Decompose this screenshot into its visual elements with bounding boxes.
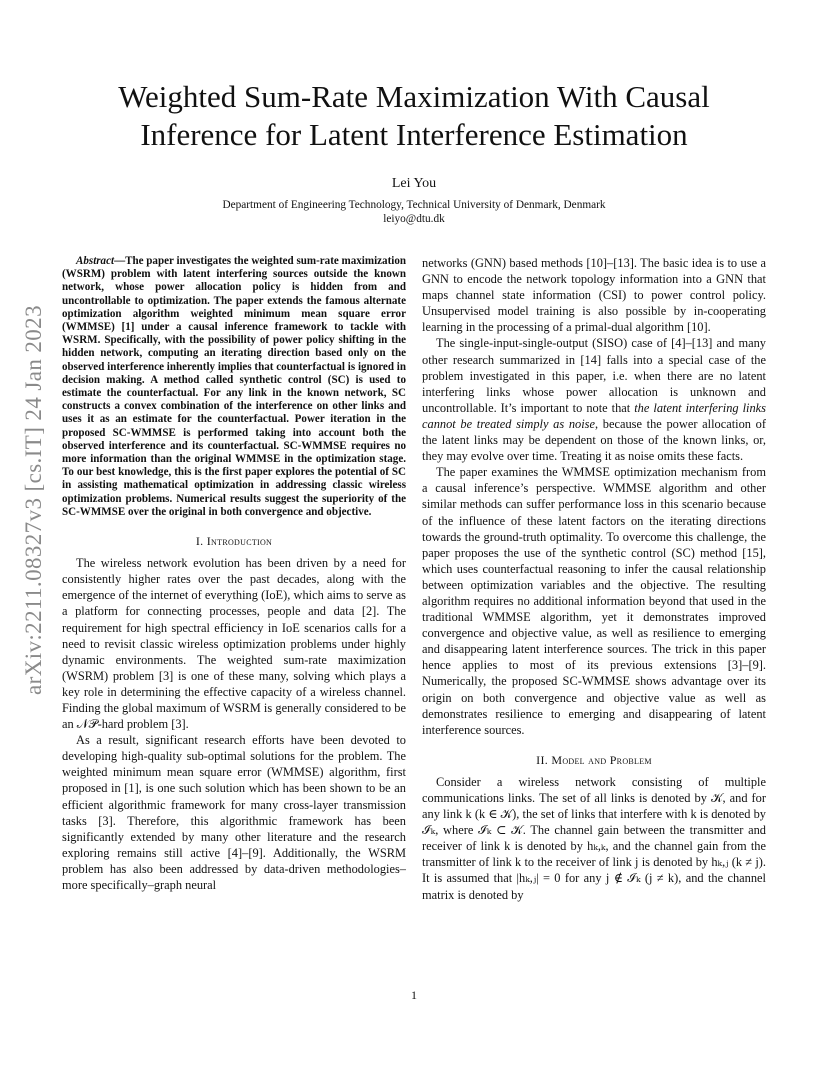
author-email: leiyo@dtu.dk bbox=[383, 213, 445, 225]
title-line-2: Inference for Latent Interference Estimation bbox=[140, 117, 688, 152]
left-column bbox=[62, 255, 406, 893]
intro-paragraph-4: The paper examines the WMMSE optimization mechanism from a causal inference’s perspective. WMMSE algorithm and other similar methods can suffer performance loss in this scenario because of the influence of these latent factors on the iterating directions towards the ground-truth optimality. To overcome this challenge, the paper proposes the use of the synthetic control (SC) method [15], which uses counterfactual reasoning to infer the causal relationship between optimization variables and the objective. The resulting algorithm requires no additional information beyond that used in the traditional WMMSE algorithm, yet it demonstrates improved convergence and objective value, as well as resilience to emerging and disappearing latent interference sources. The trick in this paper hence applies to most of its previous extensions [3]–[9]. Numerically, the proposed SC-WMMSE shows advantage over its origin on both convergence and objective value as well as demonstrates resilience to emerging and disappearing of latent interference sources. bbox=[422, 465, 766, 737]
section-heading-introduction bbox=[62, 533, 406, 549]
right-column bbox=[422, 255, 766, 903]
model-paragraph-1: Consider a wireless network consisting of multiple communications links. The set of all links is denoted by 𝒦, and for any link k (k ∈ 𝒦), the set of links that interfere with k is denoted by ℐₖ, where ℐₖ ⊂ 𝒦. The channel gain between the transmitter and receiver of link k is denoted by hₖ,ₖ, and the channel gain from the transmitter of link k to the receiver of link j is denoted by hₖ,ⱼ (k ≠ j). It is assumed that |hₖ,ⱼ| = 0 for any j ∉ ℐₖ (j ≠ k), and the channel matrix is denoted by bbox=[422, 774, 766, 902]
intro-paragraph-3 bbox=[422, 335, 766, 464]
section-heading-model bbox=[422, 752, 766, 768]
section-number: I. bbox=[195, 534, 204, 549]
section-title: Introduction bbox=[206, 534, 273, 549]
author-name: Lei You bbox=[391, 176, 437, 191]
abstract bbox=[62, 255, 406, 519]
abstract-label: Abstract bbox=[76, 255, 115, 267]
title-line-1: Weighted Sum-Rate Maximization With Causal bbox=[118, 79, 710, 114]
arxiv-stamp bbox=[14, 270, 54, 730]
arxiv-stamp-text: arXiv:2211.08327v3 [cs.IT] 24 Jan 2023 bbox=[21, 305, 47, 695]
intro-p3-part-b: , because the power allocation of the latent links may be dependent on those of the known links, or, they may evolve over time. Treating it as noise omits these facts. bbox=[422, 416, 766, 464]
intro-paragraph-2: As a result, significant research efforts have been devoted to developing high-quality sub-optimal solutions for the problem. The weighted minimum mean square error (WMMSE) algorithm, first proposed in [1], is one such solution which has been shown to be an efficient algorithmic framework for many cross-layer transmission tasks [3]. Therefore, this algorithmic framework has been significantly extended by many other literature and the research exploring remains still active [4]–[9]. Additionally, the WSRM problem has also been addressed by data-driven methodologies–more specifically–graph neural bbox=[62, 733, 406, 893]
section-title: Model and Problem bbox=[551, 752, 652, 767]
intro-paragraph-1: The wireless network evolution has been driven by a need for consistently higher rates over the past decades, along with the emergence of the internet of everything (IoE), which aims to serve as a platform for connecting processes, people and data [2]. The requirement for high spectral efficiency in IoE scenarios calls for a need to revisit classic wireless optimization problems under highly dynamic environments. The weighted sum-rate maximization (WSRM) problem [3] is one of these many, solving which plays a key role in determining the effective capacity of a wireless channel. Finding the global maximum of WSRM is generally considered to be an 𝒩𝒫-hard problem [3]. bbox=[62, 556, 406, 732]
author-affiliation bbox=[60, 198, 768, 226]
paper-title bbox=[60, 78, 768, 154]
page-number: 1 bbox=[411, 988, 417, 1002]
intro-p3-emphasis: the latent interfering links cannot be treated simply as noise bbox=[422, 400, 766, 431]
section-number: II. bbox=[536, 752, 549, 767]
intro-p3-part-a: The single-input-single-output (SISO) case of [4]–[13] and many other research summarized in [14] falls into a special case of the problem investigated in this paper, i.e. when there are no latent interfering links whose power allocation is unknown and uncontrollable. It’s important to note that bbox=[422, 336, 766, 415]
abstract-text: —The paper investigates the weighted sum-rate maximization (WSRM) problem with latent interfering sources outside the known network, whose power allocation policy is hidden from and uncontrollable to optimization. The paper extends the famous alternate optimization algorithm weighted minimum mean square error (WMMSE) [1] under a causal inference framework to tackle with WSRM. Specifically, with the possibility of power policy shifting in the hidden network, computing an iterating direction based only on the observed interference inherently implies that counterfactual is ignored in decision making. A method called synthetic control (SC) is used to estimate the counterfactual. For any link in the known network, SC constructs a convex combination of the interference on other links and uses it as an estimate for the counterfactual. Power iteration in the proposed SC-WMMSE is performed taking into account both the observed interference and its counterfactual. SC-WMMSE requires no more information than the original WMMSE in the optimization stage. To our best knowledge, this is the first paper explores the potential of SC in assisting mathematical optimization in addressing classic wireless optimization problems. Numerical results suggest the superiority of the SC-WMMSE over the original in both convergence and objective. bbox=[62, 255, 406, 518]
affiliation-text: Department of Engineering Technology, Technical University of Denmark, Denmark bbox=[222, 199, 606, 211]
intro-paragraph-2-continued: networks (GNN) based methods [10]–[13]. The basic idea is to use a GNN to encode the network topology information into a GNN that maps channel state information (CSI) to power control policy. Unsupervised model training is also possible by in-cooperating learning in the processing of a primal-dual algorithm [10]. bbox=[422, 256, 766, 335]
